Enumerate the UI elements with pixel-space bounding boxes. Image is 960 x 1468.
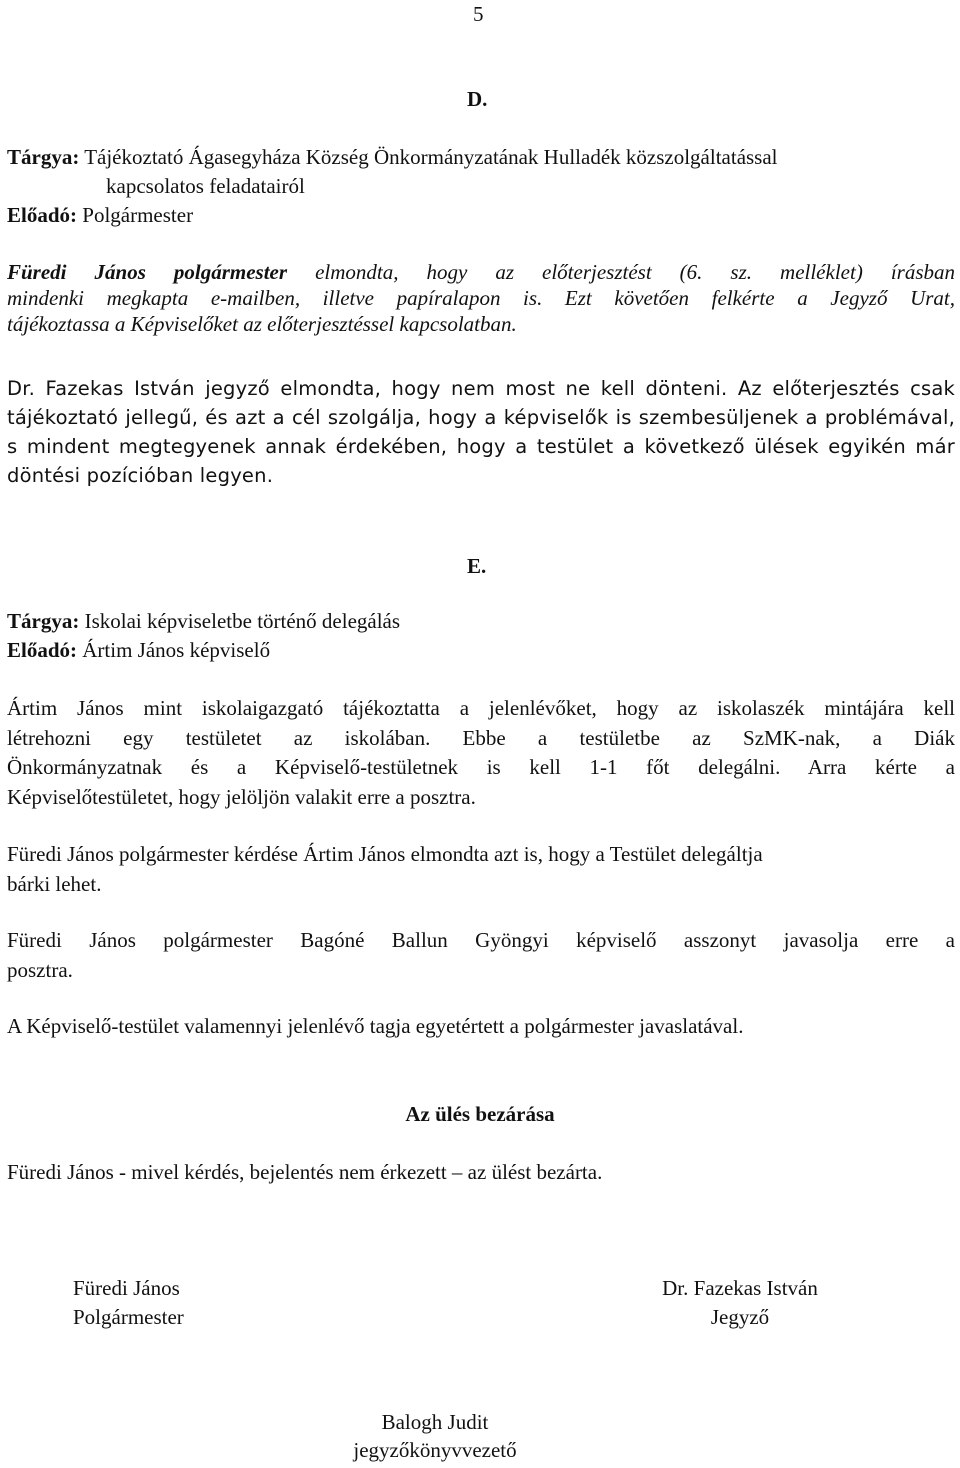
presenter-value: Ártim János képviselő — [82, 638, 271, 662]
paragraph-line: döntési pozícióban legyen. — [7, 464, 274, 487]
section-e-heading: E. — [467, 554, 487, 578]
signature-bottom-title: jegyzőkönyvvezető — [353, 1438, 517, 1462]
page-number: 5 — [473, 2, 484, 26]
section-e-subject — [7, 609, 400, 634]
signature-bottom-name: Balogh Judit — [381, 1410, 489, 1434]
paragraph-line: Füredi János polgármester kérdése Ártim János elmondta azt is, hogy a Testület delegáltja — [7, 842, 763, 866]
signature-right-title: Jegyző — [710, 1305, 770, 1329]
paragraph-line: Dr. Fazekas István jegyző elmondta, hogy nem most ne kell dönteni. Az előterjesztés csak — [7, 377, 955, 400]
section-d-subject — [7, 145, 778, 170]
paragraph-text: elmondta, hogy az előterjesztést (6. sz. melléklet) írásban — [287, 260, 956, 284]
section-e-paragraph-3 — [7, 928, 955, 987]
section-d-heading: D. — [467, 87, 488, 111]
section-e-paragraph-1 — [7, 696, 955, 814]
subject-value: Iskolai képviseletbe történő delegálás — [84, 609, 401, 633]
paragraph-line: létrehozni egy testületet az iskolában. Ebbe a testületbe az SzMK-nak, a Diák — [7, 725, 955, 750]
speaker-name: Füredi János polgármester — [7, 260, 288, 284]
signature-right-name: Dr. Fazekas István — [662, 1276, 818, 1300]
paragraph-line: tájékoztassa a Képviselőket az előterjesztéssel kapcsolatban. — [7, 312, 517, 336]
section-e-presenter — [7, 638, 270, 663]
subject-label: Tárgya: — [7, 145, 80, 169]
paragraph-line: mindenki megkapta e-mailben, illetve papíralapon is. Ezt követően felkérte a Jegyző Urat, — [7, 286, 955, 310]
section-d-paragraph-1 — [7, 260, 955, 337]
paragraph-line: posztra. — [7, 957, 73, 982]
paragraph-line: Füredi János polgármester Bagóné Ballun Gyöngyi képviselő asszonyt javasolja erre a — [7, 928, 955, 952]
paragraph-line: tájékoztató jellegű, és azt a cél szolgálja, hogy a képviselők is szembesüljenek a problémával, — [7, 406, 955, 429]
closing-heading: Az ülés bezárása — [405, 1102, 555, 1126]
paragraph-line — [7, 260, 955, 285]
signature-left-title: Polgármester — [73, 1305, 184, 1329]
section-d-presenter — [7, 203, 193, 228]
section-e-paragraph-2 — [7, 842, 927, 901]
section-e-paragraph-4: A Képviselő-testület valamennyi jelenlévő tagja egyetértett a polgármester javaslatával. — [7, 1014, 744, 1038]
subject-label: Tárgya: — [7, 609, 80, 633]
closing-text: Füredi János - mivel kérdés, bejelentés nem érkezett – az ülést bezárta. — [7, 1160, 603, 1184]
signature-left-name: Füredi János — [73, 1276, 180, 1300]
section-d-paragraph-2 — [7, 377, 955, 493]
paragraph-line: Önkormányzatnak és a Képviselő-testületnek is kell 1-1 főt delegálni. Arra kérte a — [7, 755, 955, 779]
subject-line-1: Tájékoztató Ágasegyháza Község Önkormányzatának Hulladék közszolgáltatással — [84, 145, 778, 169]
presenter-label: Előadó: — [7, 638, 78, 662]
paragraph-line: bárki lehet. — [7, 871, 102, 896]
paragraph-line: Ártim János mint iskolaigazgató tájékoztatta a jelenlévőket, hogy az iskolaszék mintájára kell — [7, 696, 955, 720]
subject-line-2: kapcsolatos feladatairól — [106, 174, 305, 198]
paragraph-line: Képviselőtestületet, hogy jelöljön valakit erre a posztra. — [7, 784, 476, 809]
paragraph-line: s mindent megtegyenek annak érdekében, hogy a testület a következő ülések egyikén már — [7, 435, 955, 458]
presenter-label: Előadó: — [7, 203, 78, 227]
presenter-value: Polgármester — [82, 203, 194, 227]
